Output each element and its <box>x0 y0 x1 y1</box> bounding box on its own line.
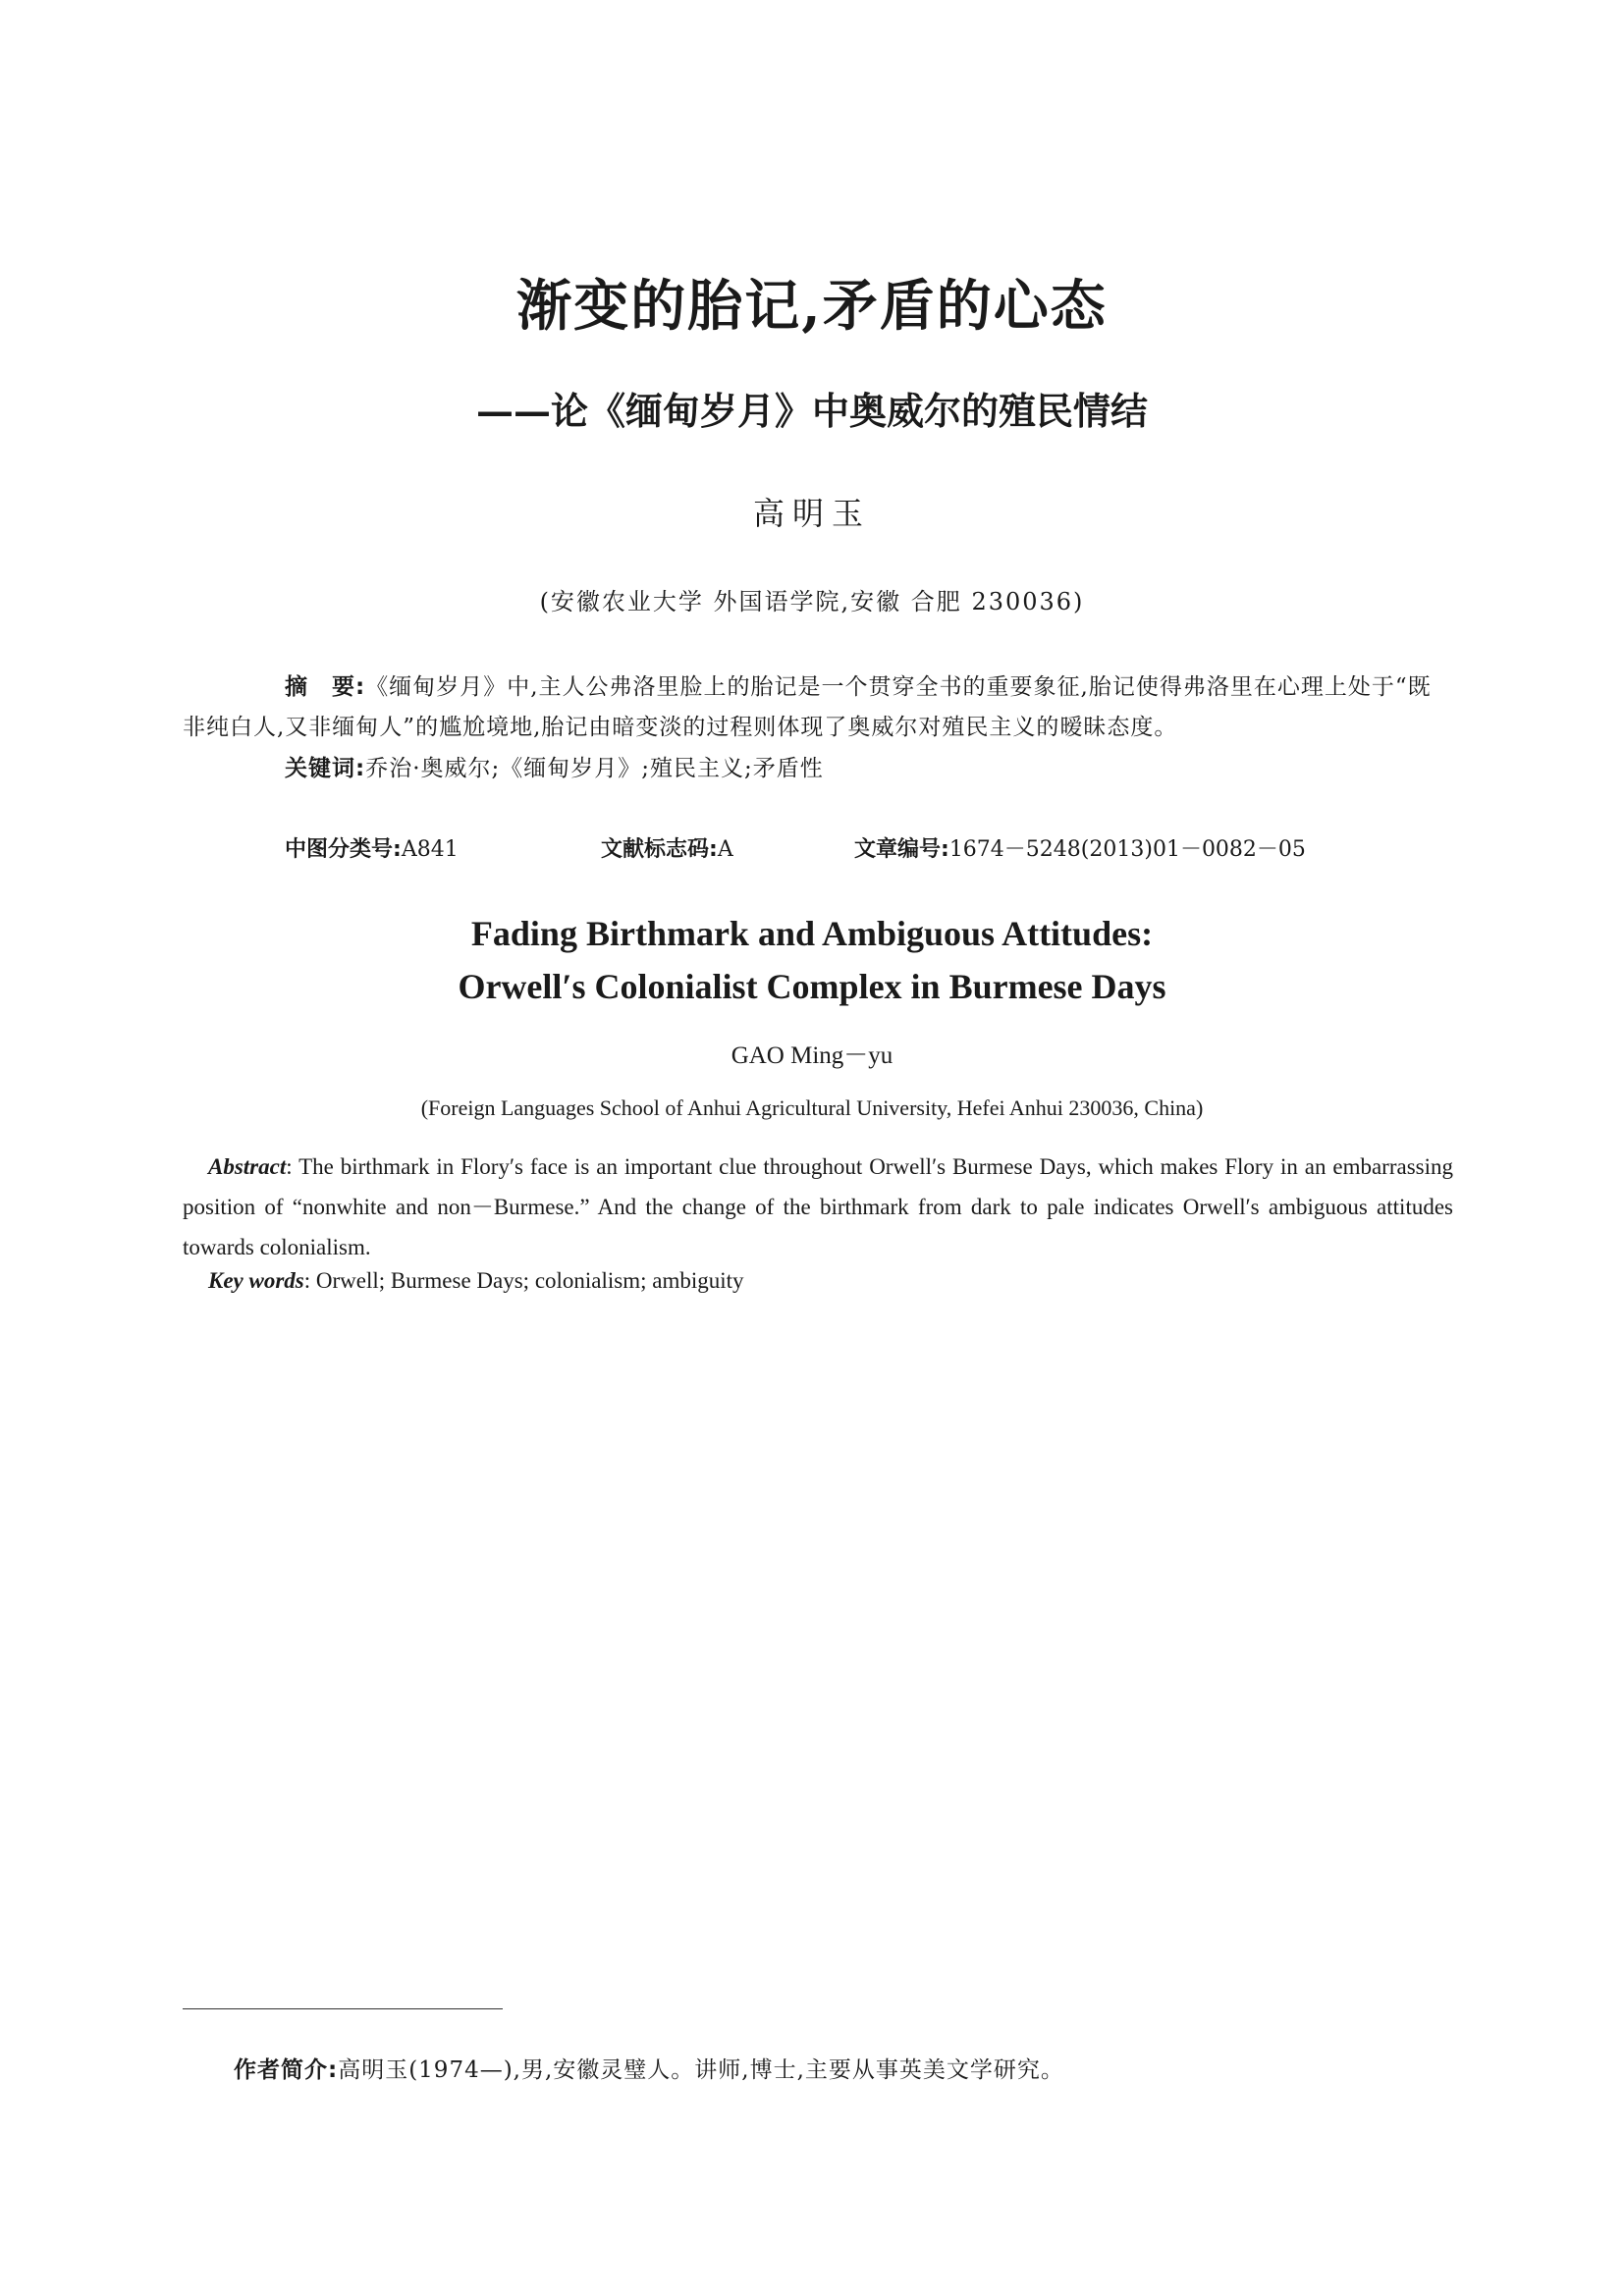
classification-clc <box>285 832 459 863</box>
title-en-line2: Orwell′s Colonialist Complex in Burmese Days <box>458 967 1166 1006</box>
title-en-line1: Fading Birthmark and Ambiguous Attitudes: <box>470 914 1154 953</box>
footnote-label: 作者简介: <box>234 2057 339 2083</box>
footnote-text: 高明玉(1974—),男,安徽灵璧人。讲师,博士,主要从事英美文学研究。 <box>338 2057 1064 2083</box>
affiliation-en: (Foreign Languages School of Anhui Agricultural University, Hefei Anhui 230036, China) <box>420 1095 1204 1120</box>
clc-label: 中图分类号: <box>285 837 402 862</box>
classification-doc <box>601 832 733 863</box>
subtitle-cn: ——论《缅甸岁月》中奥威尔的殖民情结 <box>475 389 1148 433</box>
author-en: GAO Ming－yu <box>731 1042 893 1069</box>
doc-code-label: 文献标志码: <box>601 837 718 862</box>
footnote-rule <box>183 2008 503 2009</box>
abstract-cn <box>183 667 1447 748</box>
abstract-en: Abstract: The birthmark in Flory′s face is an important clue throughout Orwell′s Burmese Days, which makes Flory in an embarrassing position of “nonwhite and non－Burmese.” And the change of the birthmark from dark to pale indicates Orwell′s ambiguous attitudes towards colonialism. <box>183 1154 1453 1259</box>
abstract-en-label: Abstract <box>208 1154 287 1179</box>
keywords-en-label: Key words <box>208 1268 304 1293</box>
article-no-value: 1674－5248(2013)01－0082－05 <box>948 837 1306 862</box>
keywords-cn-text: 乔治·奥威尔;《缅甸岁月》;殖民主义;矛盾性 <box>365 756 824 781</box>
keywords-en-text: Orwell; Burmese Days; colonialism; ambiguity <box>315 1268 744 1293</box>
keywords-en: Key words: Orwell; Burmese Days; colonialism; ambiguity <box>208 1268 744 1293</box>
doc-code-value: A <box>717 837 733 862</box>
author-cn: 高明玉 <box>752 495 871 532</box>
abstract-cn-text: 《缅甸岁月》中,主人公弗洛里脸上的胎记是一个贯穿全书的重要象征,胎记使得弗洛里在心理上处于“既非纯白人,又非缅甸人”的尴尬境地,胎记由暗变淡的过程则体现了奥威尔对殖民主义的暧昧态度。 <box>183 674 1432 740</box>
article-no-label: 文章编号: <box>854 837 949 862</box>
abstract-en-text: The birthmark in Flory′s face is an important clue throughout Orwell′s Burmese Days, which makes Flory in an embarrassing position of “nonwhite and non－Burmese.” And the change of the birthmark from dark to pale indicates Orwell′s ambiguous attitudes towards colonialism. <box>183 1154 1453 1259</box>
title-en <box>0 907 1624 1013</box>
affiliation-cn: (安徽农业大学 外国语学院,安徽 合肥 230036) <box>539 588 1085 615</box>
abstract-cn-label: 摘 要: <box>285 674 366 700</box>
keywords-cn <box>285 750 824 782</box>
title-cn: 渐变的胎记,矛盾的心态 <box>516 274 1108 339</box>
keywords-cn-label: 关键词: <box>285 756 366 781</box>
classification-article <box>854 832 1306 863</box>
footnote <box>234 2052 1064 2084</box>
clc-value: A841 <box>401 837 459 862</box>
